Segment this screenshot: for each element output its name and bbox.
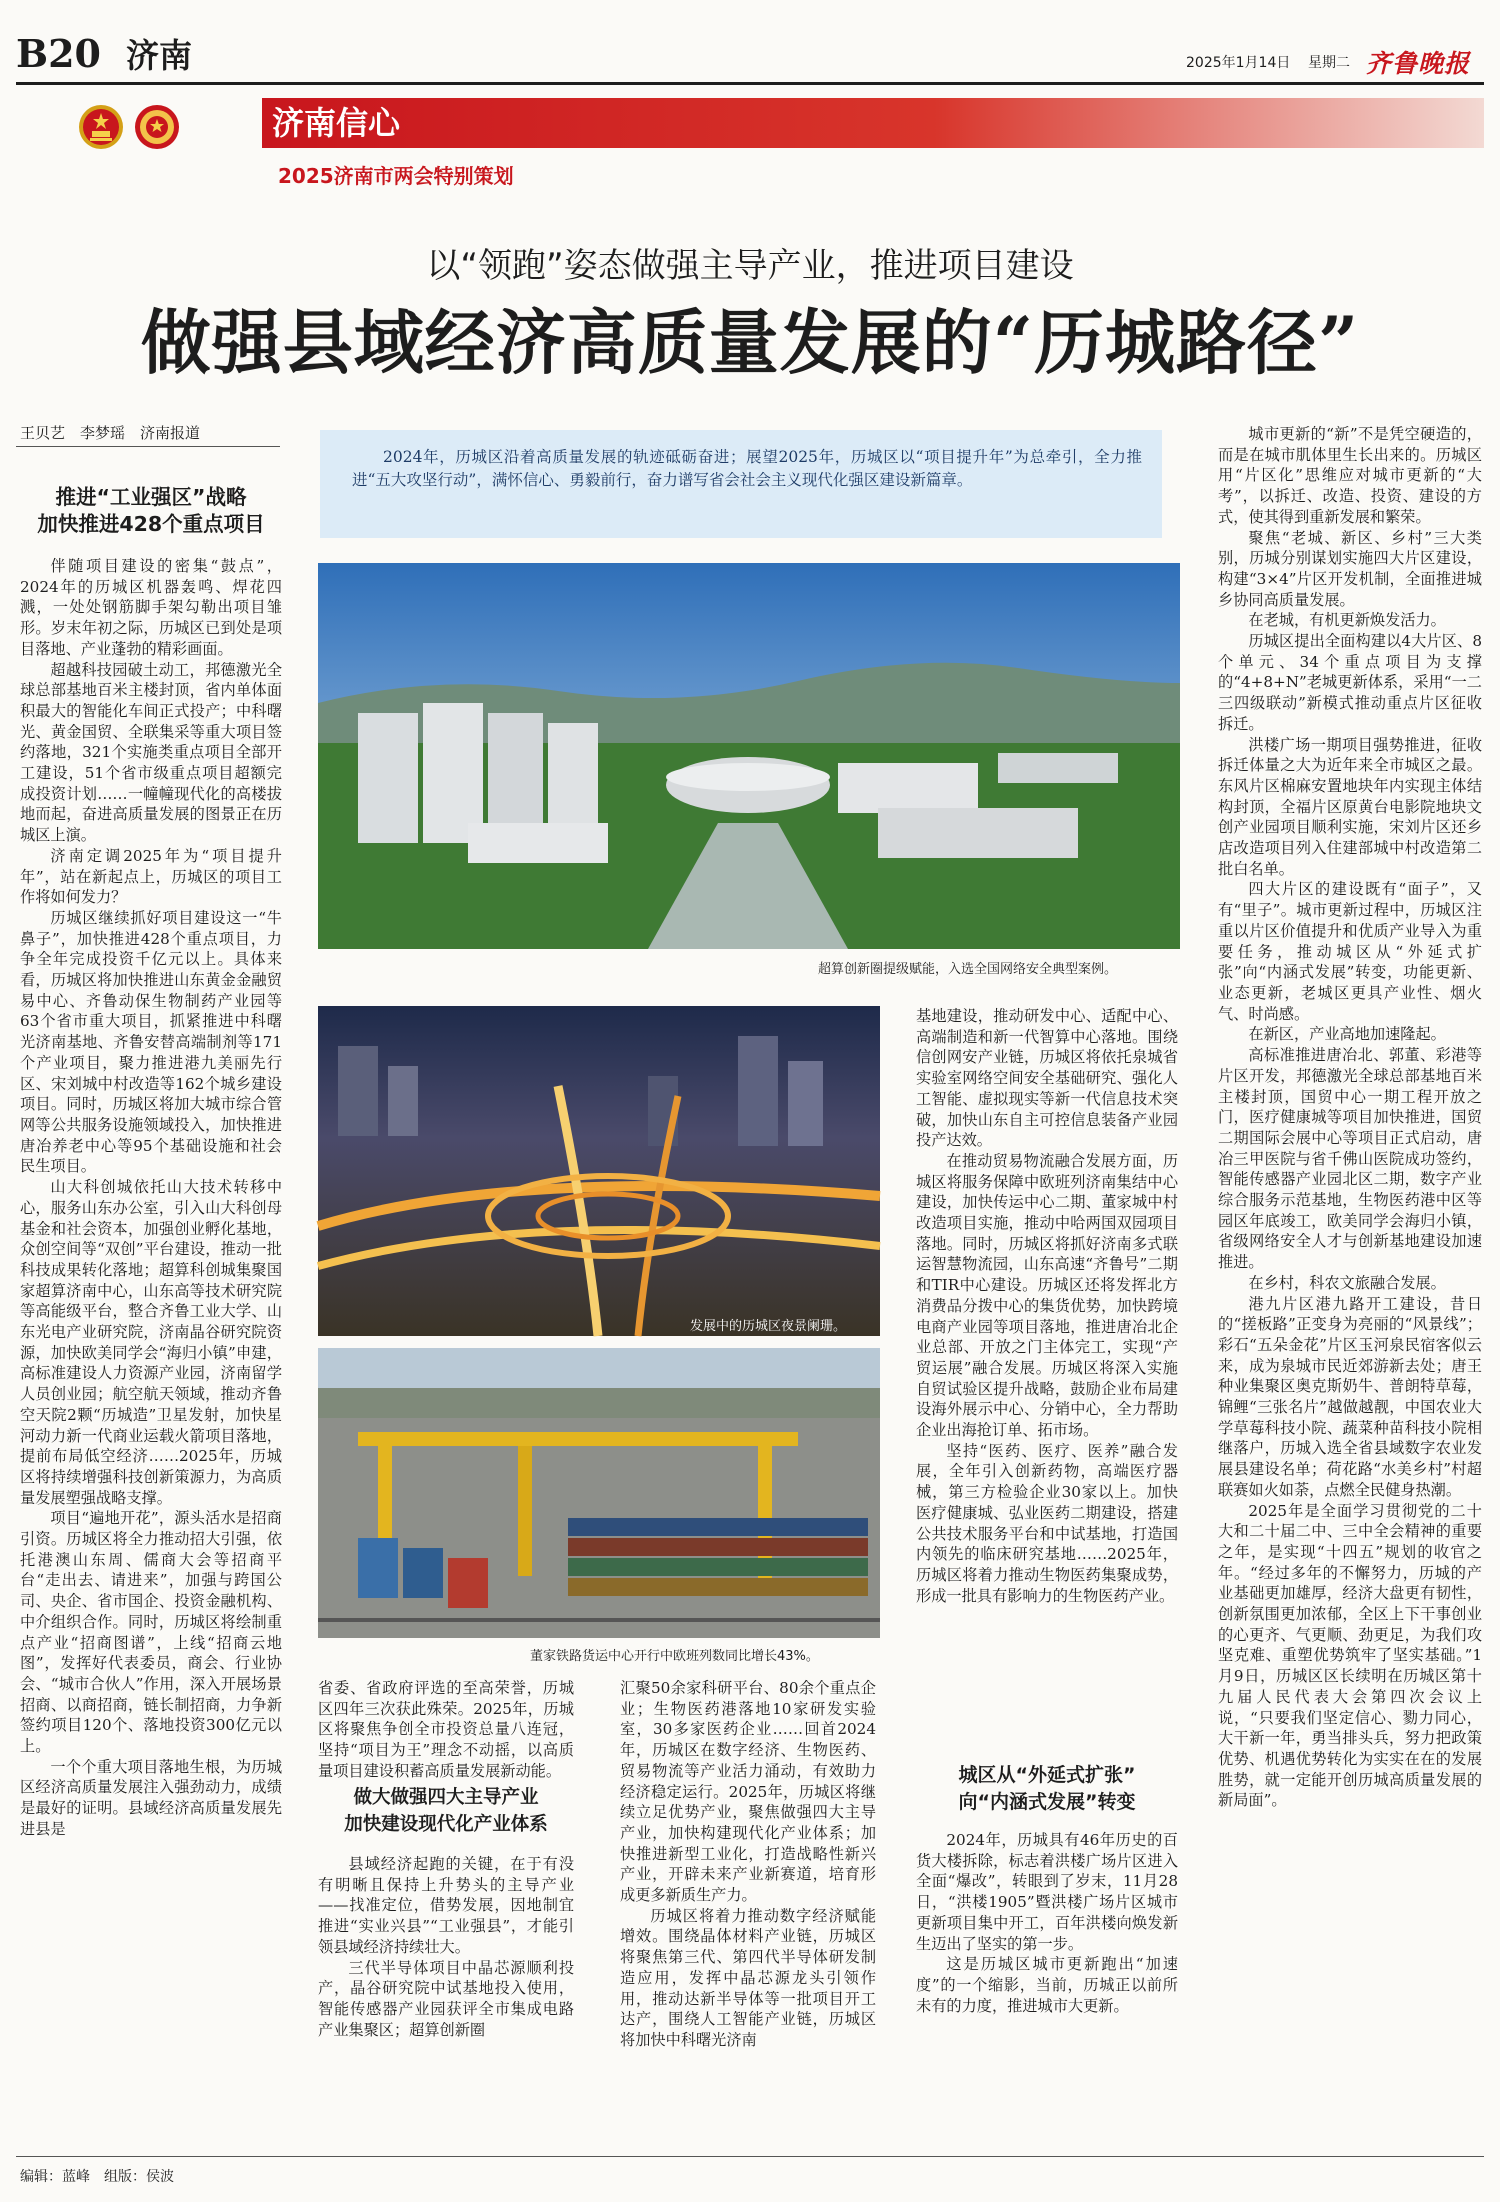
paragraph: 坚持“医药、医疗、医养”融合发展，全年引入创新药物，高端医疗器械，第三方检验企业30家以上。加快医疗健康城、弘业医药二期建设，搭建公共技术服务平台和中试基地，打造国内领先的临床研究基地……2025年，历城区将着力推动生物医药集聚成势，形成一批具有影响力的生物医药产业。 <box>916 1441 1178 1605</box>
paragraph: 历城区继续抓好项目建设这一“牛鼻子”，加快推进428个重点项目，力争全年完成投资千亿元以上。具体来看，历城区将加快推进山东黄金金融贸易中心、齐鲁动保生物制药产业园等63个省市重大项目，抓紧推进中科曙光济南基地、齐鲁安替高端制剂等171个产业项目，聚力推进港九美丽先行区、宋刘城中村改造等162个城乡建设项目。同时，历城区将加大城市综合管网等公共服务设施领域投入，加快推进唐冶养老中心等95个基础设施和社会民生项目。 <box>20 908 282 1176</box>
footer-credits: 编辑：蓝峰 组版：侯波 <box>20 2169 174 2185</box>
issue-date: 2025年1月14日 <box>1186 55 1291 71</box>
photo-caption: 超算创新圈提级赋能，入选全国网络安全典型案例。 <box>818 962 1118 977</box>
banner-subtitle: 2025济南市两会特别策划 <box>278 164 514 188</box>
paragraph: 港九片区港九路开工建设，昔日的“搓板路”正变身为亮丽的“风景线”；彩石“五朵金花”片区玉河泉民宿客似云来，成为泉城市民近郊游新去处；唐王种业集聚区奥克斯奶牛、普朗特草莓，锦鲤“三张名片”越做越靓，中国农业大学草莓科技小院、蔬菜种苗科技小院相继落户，历城入选全省县域数字农业发展县建设名单；荷花路“水美乡村”村超联赛如火如荼，点燃全民健身热潮。 <box>1218 1294 1482 1499</box>
byline: 王贝艺 李梦瑶 济南报道 <box>20 424 201 442</box>
col5-body <box>1218 424 1482 2148</box>
photo-caption: 董家铁路货运中心开行中欧班列数同比增长43%。 <box>530 1649 819 1664</box>
paragraph: 超越科技园破土动工，邦德激光全球总部基地百米主楼封顶，省内单体面积最大的智能化车间正式投产；中科曙光、黄金国贸、全联集采等重大项目签约落地，321个实施类重点项目全部开工建设，51个省市级重点项目超额完成投资计划……一幢幢现代化的高楼拔地而起，奋进高质量发展的图景正在历城区上演。 <box>20 660 282 845</box>
paragraph: 高标准推进唐冶北、郭董、彩港等片区开发，邦德激光全球总部基地百米主楼封顶，国贸中心一期工程开放之门，医疗健康城等项目加快推进，国贸二期国际会展中心等项目正式启动，唐冶三甲医院与省千佛山医院成功签约，智能传感器产业园北区二期，数字产业综合服务示范基地，生物医药港中区等园区年底竣工，欧美同学会海归小镇，省级网络安全人才与创新基地建设加速推进。 <box>1218 1046 1482 1272</box>
paragraph: 伴随项目建设的密集“鼓点”，2024年的历城区机器轰鸣、焊花四溅，一处处钢筋脚手架勾勒出项目雏形。岁末年初之际，历城区已到处是项目落地、产业蓬勃的精彩画面。 <box>20 557 282 658</box>
photo-night-interchange <box>318 1006 880 1336</box>
col4-body-top <box>916 1006 1178 1748</box>
paragraph: 省委、省政府评选的至高荣誉，历城区四年三次获此殊荣。2025年，历城区将聚焦争创全市投资总量八连冠，坚持“项目为王”理念不动摇，以高质量项目建设积蓄高质量发展新动能。 <box>318 1679 574 1780</box>
paragraph: 洪楼广场一期项目强势推进，征收拆迁体量之大为近年来全市城区之最。东风片区棉麻安置地块年内实现主体结构封顶，全福片区原黄台电影院地块文创产业园项目顺利实施，宋刘片区还乡店改造项目列入住建部城中村改造第二批白名单。 <box>1218 735 1482 878</box>
paragraph: 山大科创城依托山大技术转移中心，服务山东办公室，引入山大科创母基金和社会资本，加强创业孵化基地，众创空间等“双创”平台建设，推动一批科技成果转化落地；超算科创城集聚国家超算济南中心，山东高等技术研究院等高能级平台，整合齐鲁工业大学、山东光电产业研究院，济南晶谷研究院资源，加快欧美同学会“海归小镇”申建，高标准建设人力资源产业园，济南留学人员创业园；航空航天领域，推动齐鲁空天院2颗“历城造”卫星发射，加快星河动力新一代商业运载火箭项目落地，提前布局低空经济……2025年，历城区将持续增强科技创新策源力，为高质量发展塑强战略支撑。 <box>20 1178 282 1507</box>
paragraph: 一个个重大项目落地生根，为历城区经济高质量发展注入强劲动力，成绩是最好的证明。县域经济高质量发展先进县是 <box>20 1757 282 1838</box>
byline-rule <box>16 446 280 447</box>
banner-title: 济南信心 <box>272 104 401 142</box>
paragraph: 项目“遍地开花”，源头活水是招商引资。历城区将全力推动招大引强，依托港澳山东周、儒商大会等招商平台“走出去、请进来”，加强与跨国公司、央企、省市国企、投资金融机构、中介组织合作。同时，历城区将绘制重点产业“招商图谱”，上线“招商云地图”，发挥好代表委员，商会、行业协会、“城市合伙人”作用，深入开展场景招商、以商招商，链长制招商，力争新签约项目120个、落地投资300亿元以上。 <box>20 1509 282 1756</box>
col1-body <box>20 556 282 2154</box>
headline-kicker: 以“领跑”姿态做强主导产业，推进项目建设 <box>426 246 1074 286</box>
paragraph: 基地建设，推动研发中心、适配中心、高端制造和新一代智算中心落地。围绕信创网安产业链，历城区将依托泉城省实验室网络空间安全基础研究、强化人工智能、虚拟现实等新一代信息技术突破，加快山东自主可控信息装备产业园投产达效。 <box>916 1007 1178 1150</box>
section-name: 济南 <box>126 36 192 75</box>
paragraph: 聚焦“老城、新区、乡村”三大类别，历城分别谋划实施四大片区建设，构建“3×4”片区开发机制，全面推进城乡协同高质量发展。 <box>1218 528 1482 609</box>
col4-subhead: 城区从“外延式扩张” 向“内涵式发展”转变 <box>958 1764 1136 1813</box>
paragraph: 在老城，有机更新焕发活力。 <box>1248 611 1446 630</box>
banner-title-bar <box>262 98 1484 148</box>
col2-subhead: 做大做强四大主导产业 加快建设现代化产业体系 <box>344 1787 548 1835</box>
paragraph: 历城区将着力推动数字经济赋能增效。围绕晶体材料产业链，历城区将聚焦第三代、第四代半导体研发制造应用，发挥中晶芯源龙头引领作用，推动达新半导体等一批项目开工达产，围绕人工智能产业链，历城区将加快中科曙光济南 <box>620 1906 876 2049</box>
paragraph: 四大片区的建设既有“面子”，又有“里子”。城市更新过程中，历城区注重以片区价值提升和优质产业导入为重要任务，推动城区从“外延式扩张”向“内涵式发展”转变，功能更新、业态更新，老城区更具产业性、烟火气、时尚感。 <box>1218 880 1482 1023</box>
col2-body-top <box>318 1678 574 1780</box>
paragraph: 这是历城区城市更新跑出“加速度”的一个缩影，当前，历城正以前所未有的力度，推进城市大更新。 <box>916 1955 1178 2015</box>
paragraph: 汇聚50余家科研平台、80余个重点企业；生物医药港落地10家研发实验室，30多家医药企业……回首2024年，历城区在数字经济、生物医药、贸易物流等产业活力涌动，有效助力经济稳定运行。2025年，历城区将继续立足优势产业，聚焦做强四大主导产业，加快构建现代化产业体系；加快推进新型工业化，打造战略性新兴产业，开辟未来产业新赛道，培育形成更多新质生产力。 <box>620 1679 876 1905</box>
paragraph: 县域经济起跑的关键，在于有没有明晰且保持上升势头的主导产业——找准定位，借势发展，因地制宜推进“实业兴县”“工业强县”，才能引领县域经济持续壮大。 <box>318 1855 574 1956</box>
col3-body <box>620 1678 876 2148</box>
col2-body <box>318 1854 574 2148</box>
paragraph: 在乡村，科农文旅融合发展。 <box>1248 1273 1446 1292</box>
header-rule <box>16 82 1484 85</box>
photo-rail-freight-yard <box>318 1348 880 1638</box>
paragraph: 2025年是全面学习贯彻党的二十大和二十届二中、三中全会精神的重要之年，是实现“十四五”规划的收官之年。“经过多年的不懈努力，历城的产业基础更加雄厚，经济大盘更有韧性，创新氛围更加浓郁，全区上下干事创业的心更齐、气更顺、劲更足，为我们攻坚克难、重塑优势筑牢了坚实基础。”1月9日，历城区区长续明在历城区第十九届人民代表大会第四次会议上说，“只要我们坚定信心、勠力同心，大干新一年，勇当排头兵，努力把政策优势、机遇优势转化为实实在在的发展胜势，就一定能开创历城高质量发展的新局面”。 <box>1218 1501 1482 1810</box>
paragraph: 三代半导体项目中晶芯源顺利投产，晶谷研究院中试基地投入使用，智能传感器产业园获评全市集成电路产业集聚区；超算创新圈 <box>318 1958 574 2039</box>
photo-caption: 发展中的历城区夜景阑珊。 <box>690 1319 847 1334</box>
national-emblem-icon <box>78 104 124 150</box>
paragraph: 济南定调2025年为“项目提升年”，站在新起点上，历城区的项目工作将如何发力？ <box>20 846 282 907</box>
lead-text: 2024年，历城区沿着高质量发展的轨迹砥砺奋进；展望2025年，历城区以“项目提升年”为总牵引，全力推进“五大攻坚行动”，满怀信心、勇毅前行，奋力谱写省会社会主义现代化强区建设新篇章。 <box>352 448 1142 489</box>
masthead-logo: 齐鲁晚报 <box>1366 49 1471 78</box>
headline-main: 做强县域经济高质量发展的“历城路径” <box>140 301 1360 384</box>
paragraph: 2024年，历城具有46年历史的百货大楼拆除，标志着洪楼广场片区进入全面“爆改”，转眼到了岁末，11月28日，“洪楼1905”暨洪楼广场片区城市更新项目集中开工，百年洪楼向焕发新生迈出了坚实的第一步。 <box>916 1831 1178 1953</box>
paragraph: 城市更新的“新”不是凭空硬造的，而是在城市肌体里生长出来的。历城区用“片区化”思维应对城市更新的“大考”，以拆迁、改造、投资、建设的方式，使其得到重新发展和繁荣。 <box>1218 425 1482 526</box>
footer-rule <box>16 2156 1484 2157</box>
issue-weekday: 星期二 <box>1308 55 1350 71</box>
photo-supercomputing-campus <box>318 563 1180 949</box>
cppcc-emblem-icon <box>134 104 180 150</box>
paragraph: 在推动贸易物流融合发展方面，历城区将服务保障中欧班列济南集结中心建设，加快传运中心二期、董家城中村改造项目实施，推动中哈两国双园项目落地。同时，历城区将抓好济南多式联运智慧物流园，山东高速“齐鲁号”二期和TIR中心建设。历城区还将发挥北方消费品分拨中心的集货优势，加快跨境电商产业园等项目落地，推进唐冶北企业总部、开放之门主体完工，实现“产贸运展”融合发展。历城区将深入实施自贸试验区提升战略，鼓励企业布局建设海外展示中心、分销中心，全力帮助企业出海抢订单、拓市场。 <box>916 1151 1178 1440</box>
col4-body <box>916 1830 1178 2148</box>
paragraph: 历城区提出全面构建以4大片区、8个单元、34个重点项目为支撑的“4+8+N”老城更新体系，采用“一二三四级联动”新模式推动重点片区征收拆迁。 <box>1218 632 1482 733</box>
col1-subhead: 推进“工业强区”战略 加快推进428个重点项目 <box>37 485 265 536</box>
paragraph: 在新区，产业高地加速隆起。 <box>1248 1025 1446 1044</box>
page-code: B20 <box>16 31 101 76</box>
